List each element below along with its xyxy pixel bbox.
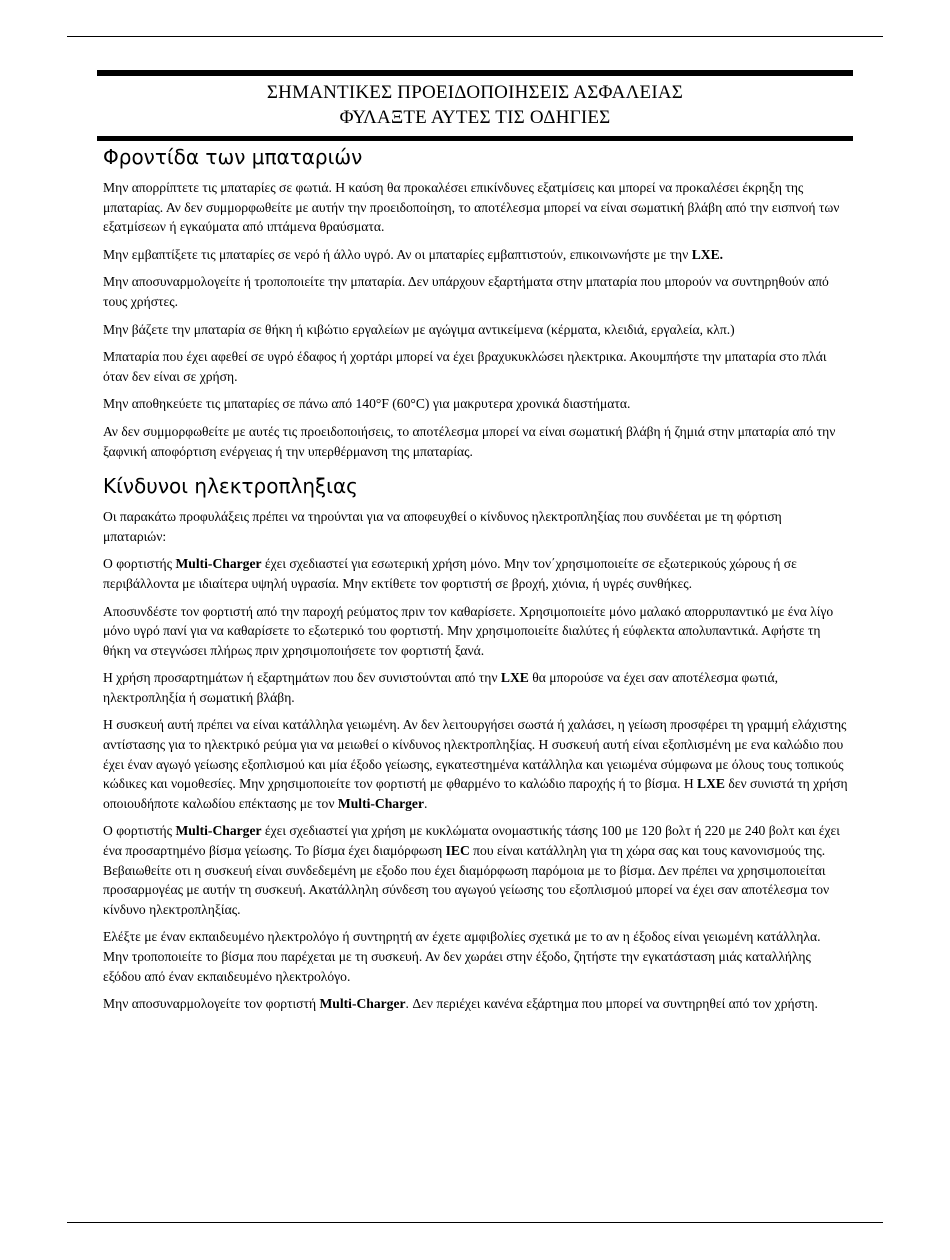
text-run: Ο φορτιστής <box>103 556 176 572</box>
product-name: Multi-Charger <box>337 795 424 811</box>
paragraph: Αν δεν συμμορφωθείτε με αυτές τις προειδοποιήσεις, το αποτέλεσμα μπορεί να είναι σωματική βλάβη ή ζημιά στην μπαταρία από την ξαφνική αποφόρτιση ενέργειας ή την υπερθέρμανση της μπαταρίας. <box>103 423 836 459</box>
text-run: Μην αποσυναρμολογείτε τον φορτιστή <box>103 996 320 1012</box>
text-run: θα μπορούσε να έχει σαν αποτέλεσμα φωτιά, ηλεκτροπληξία ή σωματική βλάβη. <box>103 670 778 705</box>
paragraph: Οι παρακάτω προφυλάξεις πρέπει να τηρούνται για να αποφευχθεί ο κίνδυνος ηλεκτροπληξίας που συνδέεται με τη φόρτιση μπαταριών: <box>103 509 782 544</box>
section-heading-battery-care: Φροντίδα των μπαταριών <box>103 145 363 169</box>
text-run: Η χρήση προσαρτημάτων ή εξαρτημάτων που δεν συνιστούνται από την <box>103 670 501 686</box>
brand-name: LXE. <box>691 246 724 262</box>
banner-title: ΣΗΜΑΝΤΙΚΕΣ ΠΡΟΕΙΔΟΠΟΙΗΣΕΙΣ ΑΣΦΑΛΕΙΑΣ <box>266 82 684 103</box>
product-name: Multi-Charger <box>175 556 262 572</box>
standard-name: IEC <box>445 843 470 859</box>
product-name: Multi-Charger <box>175 823 262 839</box>
banner-subtitle: ΦΥΛΑΞΤΕ ΑΥΤΕΣ ΤΙΣ ΟΔΗΓΙΕΣ <box>339 107 611 128</box>
header-rule <box>67 36 883 37</box>
paragraph: Μπαταρία που έχει αφεθεί σε υγρό έδαφος ή χορτάρι μπορεί να έχει βραχυκυκλώσει ηλεκτρικα. Ακουμπήστε την μπαταρία στο πλάι όταν δεν είναι σε χρήση. <box>103 349 827 384</box>
paragraph: Αποσυνδέστε τον φορτιστή από την παροχή ρεύματος πριν τον καθαρίσετε. Χρησιμοποιείτε μόνο μαλακό απορρυπαντικό με ένα λίγο μόνο υγρό πανί για να καθαρίσετε το εξωτερικό του φορτιστή. Μην χρησιμοποιείτε διαλύτες ή εύφλεκτα απολυπαντικά. Αφήστε τη θήκη να στεγνώσει πλήρως πριν χρησιμοποιήσετε τον φορτιστή ξανά. <box>103 603 834 658</box>
brand-name: LXE <box>500 670 529 686</box>
text-run: . <box>423 795 428 811</box>
text-run: που είναι κατάλληλη για τη χώρα σας και τους κανονισμούς της. Βεβαιωθείτε οτι η συσκευή είναι συνδεδεμένη με εξοδο που έχει διαμόρφωση παρόμοια με το βίσμα. Δεν πρέπει να χρησιμοποιείται προσαρμογέας με αυτήν τη συσκευή. Ακατάλληλη σύνδεση του αγωγού γείωσης του εξοπλισμού μπορεί να έχει σαν αποτέλεσμα τον κίνδυνο ηλεκτροπληξίας. <box>103 843 830 917</box>
product-name: Multi-Charger <box>319 996 406 1012</box>
brand-name: LXE <box>697 776 725 792</box>
document-body <box>103 144 848 1022</box>
text-run: Μην εμβαπτίξετε τις μπαταρίες σε νερό ή άλλο υγρό. Αν οι μπαταρίες εμβαπτιστούν, επικοινωνήστε με την <box>103 246 692 262</box>
paragraph: Ελέξτε με έναν εκπαιδευμένο ηλεκτρολόγο ή συντηρητή αν έχετε αμφιβολίες σχετικά με το αν η έξοδος είναι γειωμένη κατάλληλα. Μην τροποποιείτε το βίσμα που παρέχεται με τη συσκευή. Αν δεν χωράει στην έξοδο, ζητήστε την εγκατάσταση μιάς καταλλήλης εξόδου από έναν εκπαιδευμένο ηλεκτρολόγο. <box>103 929 821 984</box>
paragraph: Μην βάζετε την μπαταρία σε θήκη ή κιβώτιο εργαλείων με αγώγιμα αντικείμενα (κέρματα, κλειδιά, εργαλεία, κλπ.) <box>103 321 735 337</box>
safety-banner <box>97 70 853 141</box>
paragraph: Μην αποθηκεύετε τις μπαταρίες σε πάνω από 140°F (60°C) για μακρυτερα χρονικά διαστήματα. <box>103 396 631 412</box>
paragraph <box>103 554 848 593</box>
text-run: . Δεν περιέχει κανένα εξάρτημα που μπορεί να συντηρηθεί από τον χρήστη. <box>405 996 818 1012</box>
text-run: δεν συνιστά τη χρήση οποιουδήποτε καλωδίου επέκτασης με τον <box>103 776 848 811</box>
paragraph: Μην αποσυναρμολογείτε ή τροποποιείτε την μπαταρία. Δεν υπάρχουν εξαρτήματα στην μπαταρία που μπορούν να συντηρηθούν από τους χρήστες. <box>103 274 829 309</box>
paragraph <box>103 245 848 265</box>
paragraph <box>103 994 848 1014</box>
banner-rule-bottom <box>97 136 853 141</box>
text-run: έχει σχεδιαστεί για εσωτερική χρήση μόνο. Μην τον΄χρησιμοποιείτε σε εξωτερικούς χώρους ή σε περιβάλλοντα με ιδιαίτερα υψηλή υγρασία. Μην εκτίθετε τον φορτιστή σε βροχή, χιόνια, ή υγρές συνθήκες. <box>103 556 797 591</box>
footer-rule <box>67 1222 883 1223</box>
text-run: Η συσκευή αυτή πρέπει να είναι κατάλληλα γειωμένη. Αν δεν λειτουργήσει σωστά ή χαλάσει, η γείωση προσφέρει τη γραμμή ελάχιστης αντίστασης για το ηλεκτρικό ρεύμα για να μειωθεί ο κίνδυνος ηλεκτροπληξίας. Η συσκευή αυτή είναι εξοπλισμένη με ενα καλώδιο που έχει έναν αγωγό γείωσης εξοπλισμού και μία έξοδο γείωσης, εγκατεστημένα κατάλληλα και γειωμένα σύμφωνα με όλους τους τοπικούς κώδικες και νομοθεσίες. Μην χρησιμοποιείτε τον φορτιστή με φθαρμένο το καλώδιο παροχής ή το βίσμα. Η <box>103 717 847 792</box>
text-run: Ο φορτιστής <box>103 823 176 839</box>
paragraph <box>103 715 848 813</box>
paragraph <box>103 668 848 707</box>
banner-text <box>97 76 853 136</box>
section-heading-electric-shock: Κίνδυνοι ηλεκτροπληξιας <box>103 474 358 499</box>
text-run: έχει σχεδιαστεί για χρήση με κυκλώματα ονομαστικής τάσης 100 με 120 βολτ ή 220 με 240 βολτ και έχει ένα προσαρτημένο βίσμα γείωσης. Το βίσμα έχει διαμόρφωση <box>103 823 840 859</box>
paragraph <box>103 821 848 919</box>
paragraph: Μην απορρίπτετε τις μπαταρίες σε φωτιά. Η καύση θα προκαλέσει επικίνδυνες εξατμίσεις και μπορεί να προκαλέσει έκρηξη της μπαταρίας. Αν δεν συμμορφωθείτε με αυτήν την προειδοποίηση, το αποτέλεσμα μπορεί να είναι σωματική βλάβη από την εισπνοή των εξατμίσεων ή εγκαύματα από ιπτάμενα θραύσματα. <box>103 180 840 235</box>
